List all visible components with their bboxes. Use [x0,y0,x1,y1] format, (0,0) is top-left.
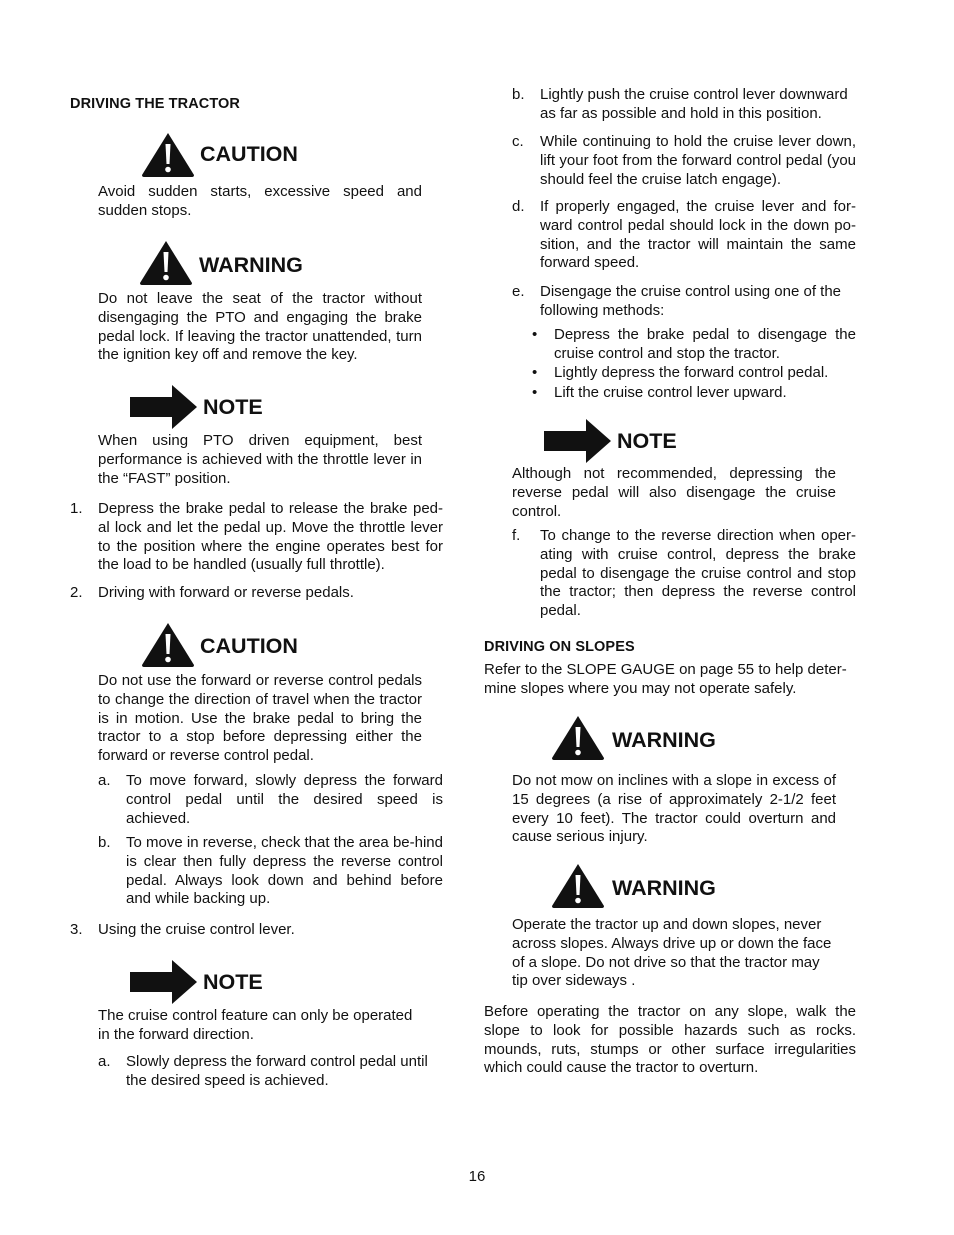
section-heading-slopes: DRIVING ON SLOPES [484,639,635,655]
warning-label: WARNING [612,876,716,900]
bullet-marker: • [532,384,538,401]
warning-triangle-icon [138,238,194,286]
warning-triangle-icon [140,130,196,178]
substep-text: While continuing to hold the cruise lever down, lift your foot from the forward control pedal (you should feel the cruise latch engage). [540,133,856,188]
substep-text: Slowly depress the forward control pedal until the desired speed is achieved. [126,1053,428,1089]
warning-text-1: Do not leave the seat of the tractor without disengaging the PTO and engaging the brake pedal lock. If leaving the tractor unattended, turn the ignition key off and remove the key. [98,290,422,364]
warning-triangle-icon [550,861,606,909]
substep-text: To change to the reverse direction when oper-ating with cruise control, depress the brake pedal to disengage the cruise control and stop the tractor; then depress the reverse control pedal. [540,527,856,620]
warning-signal-3 [550,861,790,911]
section-heading-driving: DRIVING THE TRACTOR [70,96,240,112]
bullet-marker: • [532,326,538,343]
arrow-right-icon [130,384,198,430]
step-text: Depress the brake pedal to release the brake ped-al lock and let the pedal up. Move the throttle lever to the position where the engine operates best for the load to be handled (usually full throttle). [98,500,443,574]
substep-marker: d. [512,198,525,215]
caution-text-1: Avoid sudden starts, excessive speed and sudden stops. [98,183,422,219]
note-signal-1 [130,384,370,432]
note-text-2: The cruise control feature can only be operated in the forward direction. [98,1007,413,1043]
slopes-final-paragraph: Before operating the tractor on any slope, walk the slope to look for possible hazards such as rocks. mounds, ruts, stumps or other surface irregularities which could cause the tractor to overturn. [484,1003,856,1077]
substep-text: To move forward, slowly depress the forward control pedal until the desired speed is achieved. [126,772,443,827]
note-label: NOTE [203,970,263,994]
note-signal-3 [544,418,784,466]
caution-text-2: Do not use the forward or reverse control pedals to change the direction of travel when the tractor is in motion. Use the brake pedal to bring the tractor to a stop before depressing either the forward or reverse control pedal. [98,672,422,765]
substep-marker: b. [98,834,111,851]
warning-text-2: Do not mow on inclines with a slope in excess of 15 degrees (a rise of approximately 2-1/2 feet every 10 feet). The tractor could overturn and cause serious injury. [512,772,836,846]
arrow-right-icon [544,418,612,464]
bullet-text: Lightly depress the forward control pedal. [554,364,829,381]
page-number: 16 [468,1168,486,1185]
step-marker: 3. [70,921,83,938]
step-text: Using the cruise control lever. [98,921,295,938]
note-label: NOTE [203,395,263,419]
caution-signal-2 [140,620,380,670]
substep-text: Disengage the cruise control using one of the following methods: [540,283,842,319]
substep-text: If properly engaged, the cruise lever and for-ward control pedal should lock in the down po-sition, and the tractor will maintain the same forward speed. [540,198,856,272]
arrow-right-icon [130,959,198,1005]
warning-label: WARNING [199,253,303,277]
substep-marker: c. [512,133,524,150]
note-signal-2 [130,959,370,1007]
slopes-intro: Refer to the SLOPE GAUGE on page 55 to help deter-mine slopes where you may not operate safely. [484,661,847,697]
bullet-text: Lift the cruise control lever upward. [554,384,787,401]
note-text-1: When using PTO driven equipment, best performance is achieved with the throttle lever in the “FAST” position. [98,432,422,487]
step-marker: 1. [70,500,83,517]
warning-label: WARNING [612,728,716,752]
caution-label: CAUTION [200,142,298,166]
warning-signal-2 [550,713,790,763]
substep-marker: e. [512,283,525,300]
step-marker: 2. [70,584,83,601]
substep-marker: a. [98,1053,111,1070]
warning-triangle-icon [140,620,196,668]
note-label: NOTE [617,429,677,453]
bullet-text: Depress the brake pedal to disengage the cruise control and stop the tractor. [554,326,856,362]
substep-marker: b. [512,86,525,103]
substep-marker: f. [512,527,521,544]
bullet-marker: • [532,364,538,381]
caution-signal-1 [140,130,380,180]
warning-text-3: Operate the tractor up and down slopes, never across slopes. Always drive up or down the face of a slope. Do not drive so that the tractor may tip over sideways . [512,916,832,990]
warning-signal-1 [138,238,378,288]
substep-marker: a. [98,772,111,789]
note-text-3: Although not recommended, depressing the reverse pedal will also disengage the cruise control. [512,465,836,520]
caution-label: CAUTION [200,634,298,658]
step-text: Driving with forward or reverse pedals. [98,584,354,601]
substep-text: To move in reverse, check that the area be-hind is clear then fully depress the reverse control pedal. Always look down and behind before and while backing up. [126,834,443,908]
substep-text: Lightly push the cruise control lever downward as far as possible and hold in this position. [540,86,848,122]
warning-triangle-icon [550,713,606,761]
